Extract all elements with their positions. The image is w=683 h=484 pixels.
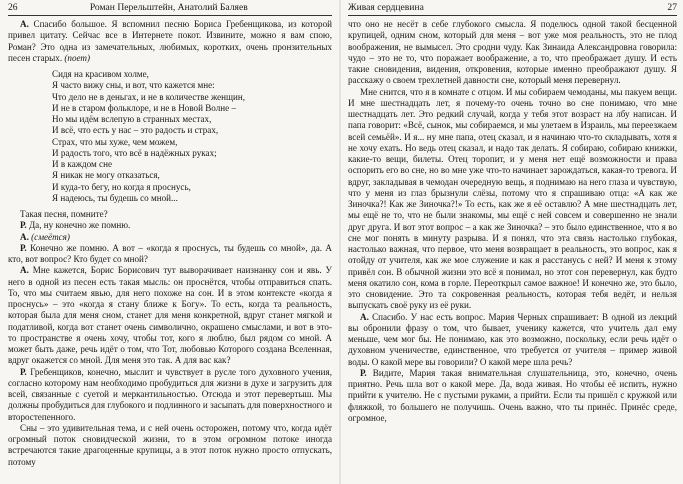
left-running-title: Роман Перельштейн, Анатолий Баляев — [89, 2, 248, 13]
right-page — [342, 0, 683, 484]
speaker-initial: А. — [20, 265, 29, 276]
speaker-initial: Р. — [360, 367, 367, 378]
left-page — [0, 0, 338, 484]
paragraph-text: Конечно же помню. А вот – «когда я проснусь, ты будешь со мной», да. А кто, вот вопрос? Кто будет со мной? — [8, 242, 332, 264]
poem-line: И радость того, что всё в надёжных руках; — [52, 147, 217, 158]
stage-note: (поет) — [64, 52, 91, 63]
paragraph-text: Спасибо. У нас есть вопрос. Мария Черных спрашивает: В одной из лекций вы обронили фразу о том, что бывает, ученику кажется, что учитель дал ему меньше, чем мог бы. Не понимаю, как это возможно, поскольку, если речь идёт о духовном ученичестве, единственное, что требуется от учителя – пример живой воды. О какой мере вы говорили? О какой мере шла речь? — [348, 311, 677, 367]
paragraph-text: Мне кажется, Борис Борисович тут выворачивает наизнанку сон и явь. У него в одной из песен есть такая мысль: он проснётся, чтобы отправиться спать. То, что мы считаем явью, для него похоже на сон. И в этом контексте «когда я проснусь» – это «когда я стану ближе к Богу». То есть, когда та реальность, которая была для меня сном, станет для меня конкретной, вдруг станет мягкой и податливой, когда вот станет очень символично, окрашено смыслами, и вот в это-то пространстве я очень хочу, чтобы тот, кого я люблю, был рядом со мной. А может быть даже, речь идёт о том, что Тот, любовью Которого создана Вселенная, вдруг окажется со мной. Для меня это так. А для вас как? — [8, 265, 332, 366]
paragraph — [348, 368, 677, 424]
paragraph — [348, 87, 677, 312]
paragraph-text: что оно не несёт в себе глубокого смысла. Я поделюсь одной такой бесценной крупицей, одним сном, который для меня – вот уже моя реальность, это не плод воображения, не вымысел. Это сродни чуду. Как Зинаида Александровна говорила: чудо – это не то, что поражает воображение, а то, что преображает душу. И есть такие сновидения, видения, откровения, которые именно преображают душу. Я расскажу о своем трехлетней давности сне, который меня перевернул. — [348, 19, 677, 86]
paragraph — [8, 209, 332, 220]
paragraph — [348, 19, 677, 87]
paragraph-text: Такая песня, помните? — [20, 209, 108, 219]
paragraph-text: Сны – это удивительная тема, и с ней очень осторожен, потому что, когда идёт огромный поток сновидческой жизни, то в этом огромном потоке иногда встречаются такие драгоценные крупицы, а в этот поток нужно просто отпускать, потому — [8, 422, 332, 467]
poem — [52, 69, 332, 204]
left-page-number: 26 — [8, 2, 18, 13]
right-running-head — [348, 0, 677, 16]
stage-note: (смеётся) — [31, 231, 70, 242]
poem-line: И не в старом фольклоре, и не в Новой Волне – — [52, 102, 236, 113]
speaker-initial: Р. — [20, 242, 27, 253]
paragraph — [348, 312, 677, 368]
poem-line: И в каждом сне — [52, 159, 112, 169]
poem-line: И всё, что есть у нас – это радость и страх, — [52, 125, 219, 136]
paragraph — [8, 19, 332, 64]
left-running-head — [8, 0, 332, 16]
paragraph-text: Спасибо большое. Я вспомнил песню Бориса Гребенщикова, из которой привел цитату. Сейчас все в Интернете покот. Извините, можно я вам спою, Роман? Это одна из замечательных, любимых, коротких, очень пронзительных песен старых. — [8, 19, 332, 63]
paragraph — [8, 232, 332, 243]
speaker-initial: А. — [20, 19, 29, 29]
poem-line: Я часто вижу сны, и вот, что кажется мне: — [52, 80, 215, 91]
paragraph — [8, 423, 332, 468]
book-gutter — [339, 0, 341, 484]
paragraph-text: Видите, Мария такая внимательная слушательница, это, конечно, очень приятно. Речь шла вот о какой мере. Да, вода живая. Но чтобы её испить, нужно прийти к учителю. Не с пустыми руками, а прийти. Если ты пришёл с кружкой или фляжкой, то большего не получишь. Очень важно, что ты принёс. Принёс среде, огромное, — [348, 367, 677, 423]
left-body-text — [8, 19, 332, 468]
speaker-initial: Р. — [20, 220, 27, 231]
poem-line: Что дело не в деньгах, и не в количестве женщин, — [52, 91, 246, 102]
poem-line: Но мы идём вслепую в странных местах, — [52, 114, 212, 124]
paragraph-text: Гребенщиков, конечно, мыслит и чувствует в русле того духовного учения, согласно которому нам необходимо пробудиться для жизни в духе и загрузить для всей, связанные с суетой и меркантильностью. Отсюда и этот перевертыш. Мы должны пробудиться для глубокого и подлинного и засыпать для поверхностного и второстепенного. — [8, 366, 332, 422]
paragraph-text: Мне снится, что я в комнате с отцом. И мы собираем чемоданы, мы пакуем вещи. И мне шестнадцать лет, я почему-то очень точно во сне понимаю, что мне шестнадцать лет. Это редкий случай, когда у тебя этот возраст на лбу написан. И папа говорит: «Всё, сынок, мы собираемся, и мы улетаем в Израиль, мы переезжаем всей семьёй». И я... ну мне папа, отец сказал, и я начинаю что-то складывать, хотя я не хочу ехать. Но ведь отец сказал, и надо так делать. Я собираю, собираю книжки, какие-то вещи, билеты. Отец торопит, и у меня нет ещё возможности и права оспорить его во сне, но во мне уже что-то начинает зарождаться, какая-то тревога. И вдруг, закладывая в чемодан очередную вещь, я поднимаю на него глаза и чувствую, что у меня из глаз брызнули слёзы, потому что я спрашиваю отца: «А как же Зиночка?! Как же Зиночка?!» То есть, как же я её оставлю? А мне шестнадцать лет, мы ещё не то, что не были знакомы, мы ещё с ней совсем и совершенно не знали друг друга. И вот этот вопрос – а как же Зиночка? – это было единственное, что я во сне мог понять в минуту разрыва. И я понял, что эта связь настолько глубокая, настолько важная, что первое, что меня возвращает в реальность, это вопрос, как я отойду от учителя, как же мое служение и как я расстанусь с ней? И меня к этому привёл сон. В обычной жизни это всё я понимал, но этот сон перевернул, как будто меня окатило сон, кома в горле. Переоткрыл самое важное! И конечно же, это было, это сновидение. Это та сокровенная реальность, которая тебя ведёт, и нельзя выпускать своё руку из её руки. — [348, 86, 677, 311]
paragraph — [8, 367, 332, 423]
poem-line: И куда-то бегу, но когда я проснусь, — [52, 181, 191, 192]
poem-line: Я никак не могу отказаться, — [52, 170, 160, 181]
paragraph-text: Да, ну конечно же помню. — [28, 220, 131, 231]
right-running-title: Живая сердцевина — [348, 2, 424, 13]
speaker-initial: А. — [360, 311, 369, 322]
paragraph — [8, 220, 332, 231]
right-body-text — [348, 19, 677, 424]
right-page-number: 27 — [667, 2, 677, 13]
poem-line: Страх, что мы хуже, чем можем, — [52, 136, 178, 147]
speaker-initial: А. — [20, 231, 29, 242]
paragraph — [8, 243, 332, 266]
poem-line: Сидя на красивом холме, — [52, 69, 149, 79]
speaker-initial: Р. — [20, 366, 27, 377]
poem-line: Я надеюсь, ты будешь со мной... — [52, 192, 178, 203]
paragraph — [8, 265, 332, 366]
